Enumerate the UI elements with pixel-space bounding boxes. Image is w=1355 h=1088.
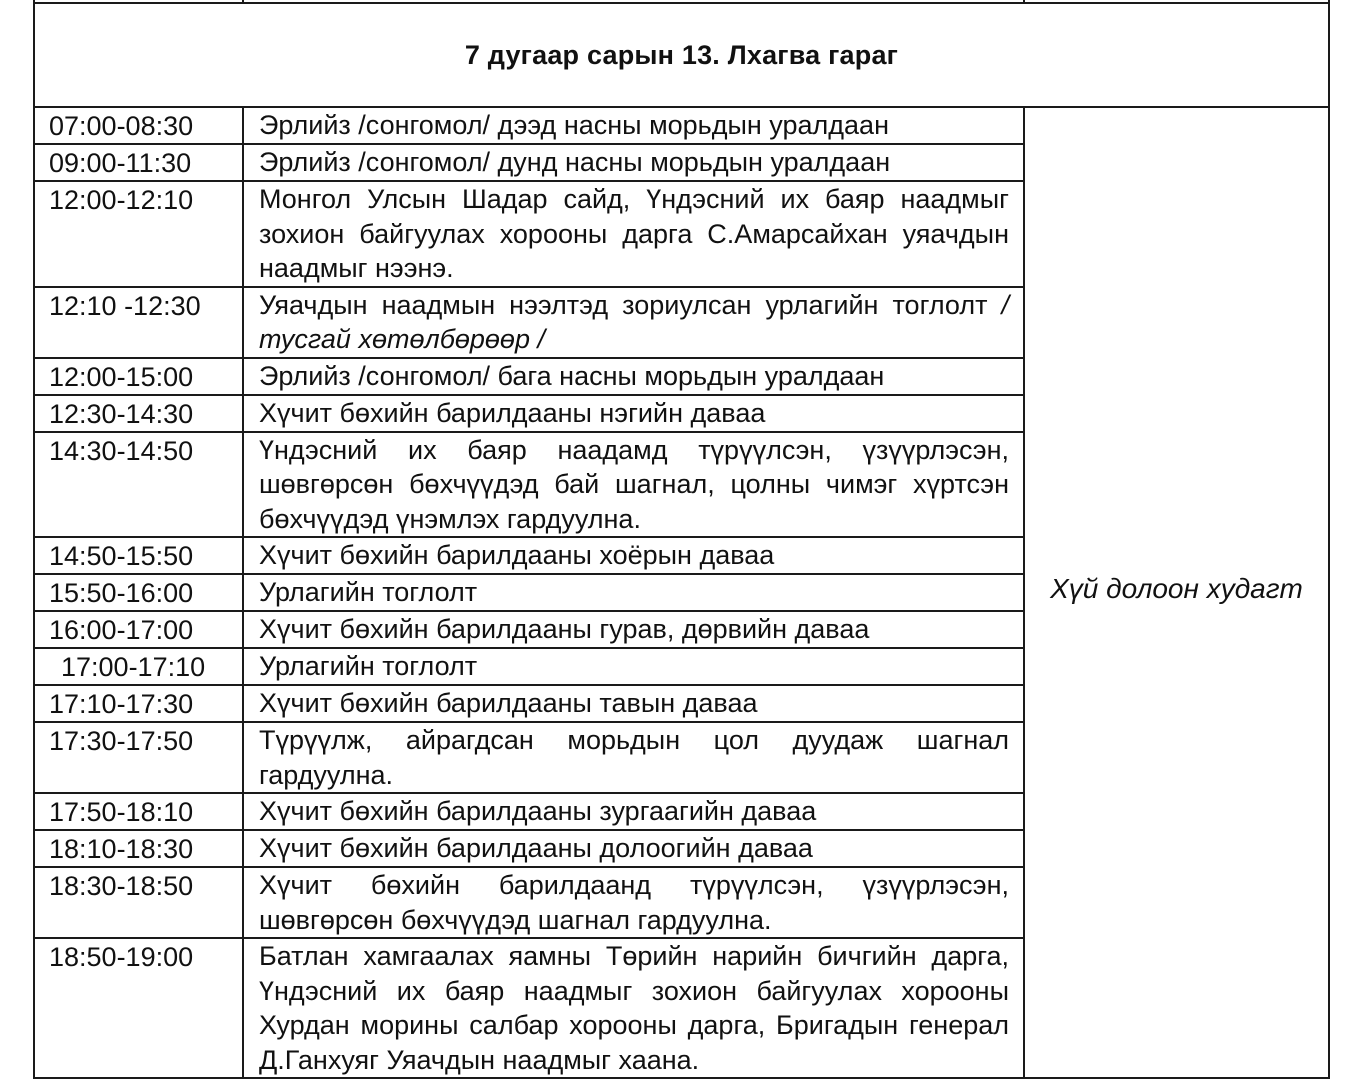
event-note: / тусгай хөтөлбөрөөр / xyxy=(259,289,1009,354)
event-description: Батлан хамгаалах яамны Төрийн нарийн бичгийн дарга, Үндэсний их баяр наадмыг зохион байгуулах хорооны Хурдан морины салбар хорооны дарга, Бригадын генерал Д.Ганхуяг Уяачдын наадмыг хаана. xyxy=(243,938,1024,1078)
event-description: Хүчит бөхийн барилдааны гурав, дөрвийн даваа xyxy=(243,611,1024,648)
time-slot: 12:10 -12:30 xyxy=(34,287,243,358)
time-slot: 18:10-18:30 xyxy=(34,830,243,867)
event-description: Хүчит бөхийн барилдааны хоёрын даваа xyxy=(243,537,1024,574)
table-row xyxy=(34,107,1329,144)
time-slot: 12:00-12:10 xyxy=(34,181,243,287)
event-description: Хүчит бөхийн барилдааны нэгийн даваа xyxy=(243,395,1024,432)
event-description: Эрлийз /сонгомол/ дунд насны морьдын уралдаан xyxy=(243,144,1024,181)
event-description: Эрлийз /сонгомол/ дээд насны морьдын уралдаан xyxy=(243,107,1024,144)
venue-cell: Хүй долоон худагт xyxy=(1024,107,1329,1078)
event-text: Уяачдын наадмын нээлтэд зориулсан урлагийн тоглолт xyxy=(259,289,988,320)
time-slot: 16:00-17:00 xyxy=(34,611,243,648)
header-row xyxy=(34,3,1329,107)
time-slot: 18:30-18:50 xyxy=(34,867,243,938)
event-description: Монгол Улсын Шадар сайд, Үндэсний их баяр наадмыг зохион байгуулах хорооны дарга С.Амарсайхан уяачдын наадмыг нээнэ. xyxy=(243,181,1024,287)
time-slot: 14:50-15:50 xyxy=(34,537,243,574)
page-title: 7 дугаар сарын 13. Лхагва гараг xyxy=(34,3,1329,107)
time-slot: 17:50-18:10 xyxy=(34,793,243,830)
schedule-table xyxy=(33,0,1330,1079)
time-slot: 15:50-16:00 xyxy=(34,574,243,611)
event-description: Урлагийн тоглолт xyxy=(243,648,1024,685)
time-slot: 14:30-14:50 xyxy=(34,432,243,538)
time-slot: 17:00-17:10 xyxy=(34,648,243,685)
time-slot: 17:30-17:50 xyxy=(34,722,243,793)
event-description: Урлагийн тоглолт xyxy=(243,574,1024,611)
event-description: Хүчит бөхийн барилдааны тавын даваа xyxy=(243,685,1024,722)
time-slot: 12:30-14:30 xyxy=(34,395,243,432)
event-description: Эрлийз /сонгомол/ бага насны морьдын уралдаан xyxy=(243,358,1024,395)
time-slot: 18:50-19:00 xyxy=(34,938,243,1078)
event-description: Хүчит бөхийн барилдааны долоогийн даваа xyxy=(243,830,1024,867)
event-description: Түрүүлж, айрагдсан морьдын цол дуудаж шагнал гардуулна. xyxy=(243,722,1024,793)
event-description: Үндэсний их баяр наадамд түрүүлсэн, үзүүрлэсэн, шөвгөрсөн бөхчүүдэд бай шагнал, цолны чимэг хүртсэн бөхчүүдэд үнэмлэх гардуулна. xyxy=(243,432,1024,538)
event-description: Хүчит бөхийн барилдаанд түрүүлсэн, үзүүрлэсэн, шөвгөрсөн бөхчүүдэд шагнал гардуулна. xyxy=(243,867,1024,938)
time-slot: 07:00-08:30 xyxy=(34,107,243,144)
time-slot: 17:10-17:30 xyxy=(34,685,243,722)
time-slot: 09:00-11:30 xyxy=(34,144,243,181)
event-description xyxy=(243,287,1024,358)
event-description: Хүчит бөхийн барилдааны зургаагийн даваа xyxy=(243,793,1024,830)
time-slot: 12:00-15:00 xyxy=(34,358,243,395)
